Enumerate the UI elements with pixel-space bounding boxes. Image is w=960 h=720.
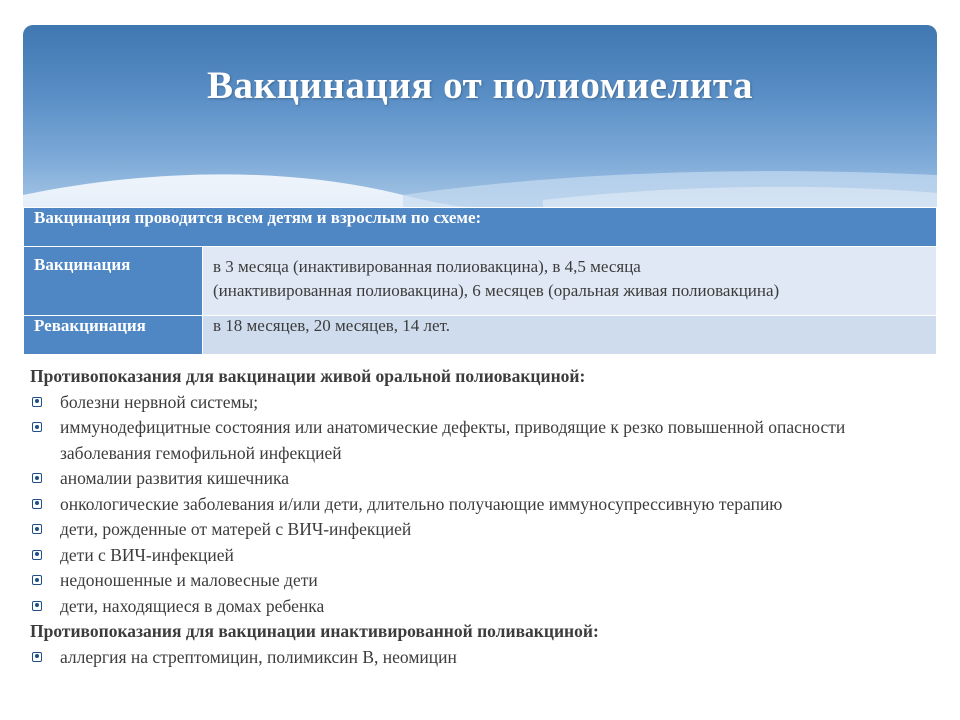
inactivated-vaccine-list xyxy=(30,645,930,671)
row-value-vaccination xyxy=(203,247,937,316)
list-item-text: дети с ВИЧ-инфекцией xyxy=(60,544,234,565)
square-bullet-icon xyxy=(32,397,42,407)
row-label-revaccination: Ревакцинация xyxy=(24,316,203,355)
square-bullet-icon xyxy=(32,652,42,662)
list-item-text: дети, находящиеся в домах ребенка xyxy=(60,595,325,616)
list-item xyxy=(30,645,930,671)
list-item xyxy=(30,517,930,543)
list-item-text: аллергия на стрептомицин, полимиксин В, неомицин xyxy=(60,646,457,667)
slide-title: Вакцинация от полиомиелита xyxy=(207,64,753,107)
row-value-revaccination: в 18 месяцев, 20 месяцев, 14 лет. xyxy=(203,316,937,355)
vaccination-schedule-table xyxy=(23,207,937,355)
list-item-text: онкологические заболевания и/или дети, длительно получающие иммуносупрессивную терапию xyxy=(60,493,783,514)
list-item xyxy=(30,568,930,594)
list-item-text: аномалии развития кишечника xyxy=(60,468,289,488)
square-bullet-icon xyxy=(32,499,42,509)
row-label-vaccination: Вакцинация xyxy=(24,247,203,316)
square-bullet-icon xyxy=(32,524,42,534)
table-header-cell: Вакцинация проводится всем детям и взрослым по схеме: xyxy=(24,208,937,247)
list-item-text: болезни нервной системы; xyxy=(60,391,259,412)
wave-decoration xyxy=(23,25,937,207)
square-bullet-icon xyxy=(32,601,42,611)
square-bullet-icon xyxy=(32,550,42,560)
list-item xyxy=(30,543,930,569)
live-vaccine-heading: Противопоказания для вакцинации живой оральной полиовакциной: xyxy=(30,366,586,386)
list-item xyxy=(30,594,930,620)
contraindications-section xyxy=(30,364,930,670)
value-line: (инактивированная полиовакцина), 6 месяцев (оральная живая полиовакцина) xyxy=(213,281,780,300)
table-header-row xyxy=(24,208,937,247)
list-item-text: иммунодефицитные состояния или анатомические дефекты, приводящие к резко повышенной опасности заболевания гемофильной инфекцией xyxy=(60,417,846,463)
list-item xyxy=(30,390,930,416)
square-bullet-icon xyxy=(32,575,42,585)
list-item-text: недоношенные и маловесные дети xyxy=(60,570,318,590)
live-vaccine-list xyxy=(30,390,930,620)
list-item xyxy=(30,492,930,518)
list-item xyxy=(30,466,930,492)
title-banner xyxy=(23,25,937,207)
table-row xyxy=(24,247,937,316)
value-line: в 3 месяца (инактивированная полиовакцина), в 4,5 месяца xyxy=(213,257,641,276)
list-item-text: дети, рожденные от матерей с ВИЧ-инфекцией xyxy=(60,519,412,539)
square-bullet-icon xyxy=(32,473,42,483)
table-row xyxy=(24,316,937,355)
inactivated-vaccine-heading: Противопоказания для вакцинации инактивированной поливакциной: xyxy=(30,621,599,641)
list-item xyxy=(30,415,930,466)
square-bullet-icon xyxy=(32,422,42,432)
